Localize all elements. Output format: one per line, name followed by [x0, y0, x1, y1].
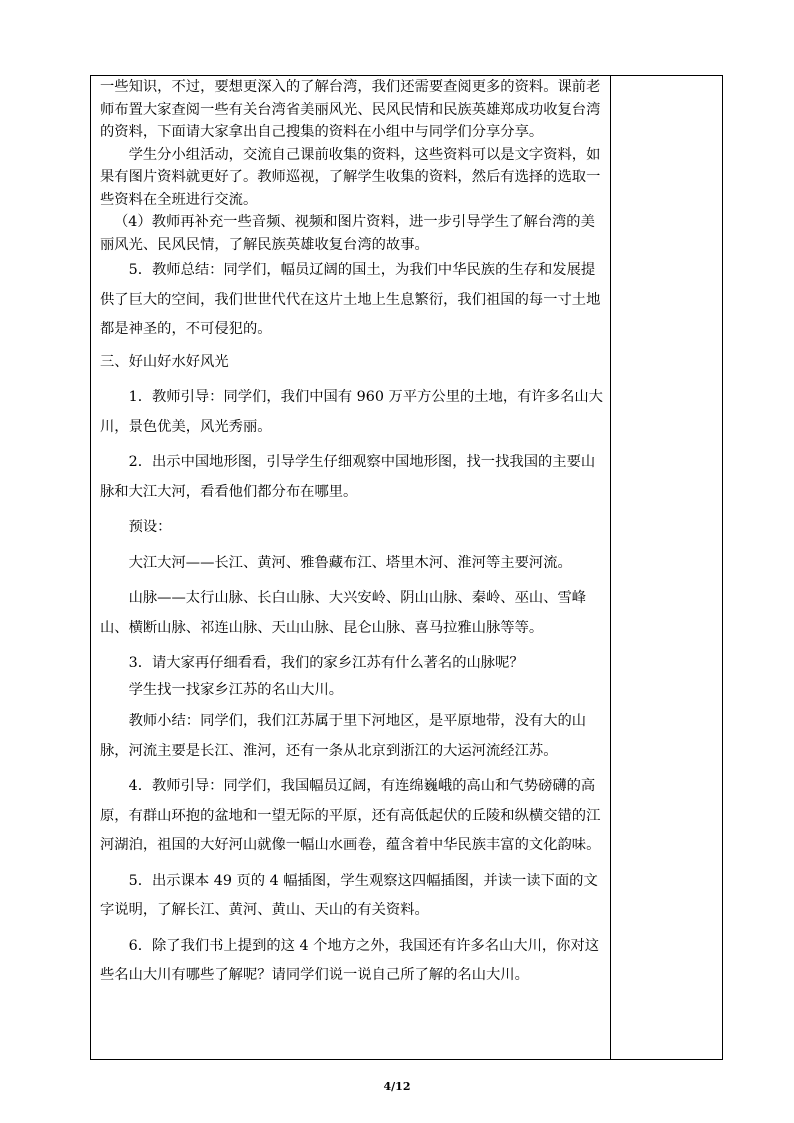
paragraph-student-search: 学生找一找家乡江苏的名山大川。 — [128, 681, 344, 698]
section-heading: 三、好山好水好风光 — [100, 353, 229, 370]
paragraph-step-1: 1．教师引导：同学们，我们中国有 960 万平方公里的土地，有许多名山大川，景色优美，风光秀丽。 — [100, 389, 603, 435]
paragraph-step-6: 6．除了我们书上提到的这 4 个地方之外，我国还有许多名山大川，你对这些名山大川有哪些了解呢？请同学们说一说自己所了解的名山大川。 — [100, 937, 600, 983]
paragraph-rivers: 大江大河——长江、黄河、雅鲁藏布江、塔里木河、淮河等主要河流。 — [128, 554, 572, 571]
lesson-content-cell — [100, 76, 608, 991]
paragraph-step-4: 4．教师引导：同学们，我国幅员辽阔，有连绵巍峨的高山和气势磅礴的高原，有群山环抱的盆地和一望无际的平原，还有高低起伏的丘陵和纵横交错的江河湖泊，祖国的大好河山就像一幅山水画卷，蕴含着中华民族丰富的文化韵味。 — [100, 778, 601, 853]
paragraph-teacher-supplement: （4）教师再补充一些音频、视频和图片资料，进一步引导学生了解台湾的美丽风光、民风民情，了解民族英雄收复台湾的故事。 — [100, 214, 595, 253]
table-column-divider — [610, 75, 611, 1060]
paragraph-teacher-conclusion: 教师小结：同学们，我们江苏属于里下河地区，是平原地带，没有大的山脉，河流主要是长江、淮河，还有一条从北京到浙江的大运河流经江苏。 — [100, 713, 587, 759]
paragraph-step-5: 5．出示课本 49 页的 4 幅插图，学生观察这四幅插图，并读一读下面的文字说明，了解长江、黄河、黄山、天山的有关资料。 — [100, 872, 598, 918]
page-number: 4/12 — [383, 1080, 411, 1093]
paragraph-teacher-summary: 5．教师总结：同学们，幅员辽阔的国土，为我们中华民族的生存和发展提供了巨大的空间，我们世世代代在这片土地上生息繁衍，我们祖国的每一寸土地都是神圣的，不可侵犯的。 — [100, 262, 601, 337]
paragraph-preset-label: 预设： — [128, 519, 172, 535]
paragraph-resources-intro: 一些知识，不过，要想更深入的了解台湾，我们还需要查阅更多的资料。课前老师布置大家查阅一些有关台湾省美丽风光、民风民情和民族英雄郑成功收复台湾的资料，下面请大家拿出自己搜集的资料在小组中与同学们分享分享。 — [100, 79, 601, 140]
paragraph-mountains: 山脉——太行山脉、长白山脉、大兴安岭、阴山山脉、秦岭、巫山、雪峰山、横断山脉、祁连山脉、天山山脉、昆仑山脉、喜马拉雅山脉等等。 — [100, 590, 587, 636]
paragraph-step-2: 2．出示中国地形图，引导学生仔细观察中国地形图，找一找我国的主要山脉和大江大河，看看他们都分布在哪里。 — [100, 454, 596, 500]
paragraph-group-activity: 学生分小组活动，交流自己课前收集的资料，这些资料可以是文字资料，如果有图片资料就更好了。教师巡视，了解学生收集的资料，然后有选择的选取一些资料在全班进行交流。 — [100, 146, 601, 208]
paragraph-step-3: 3．请大家再仔细看看，我们的家乡江苏有什么著名的山脉呢？ — [128, 655, 524, 671]
